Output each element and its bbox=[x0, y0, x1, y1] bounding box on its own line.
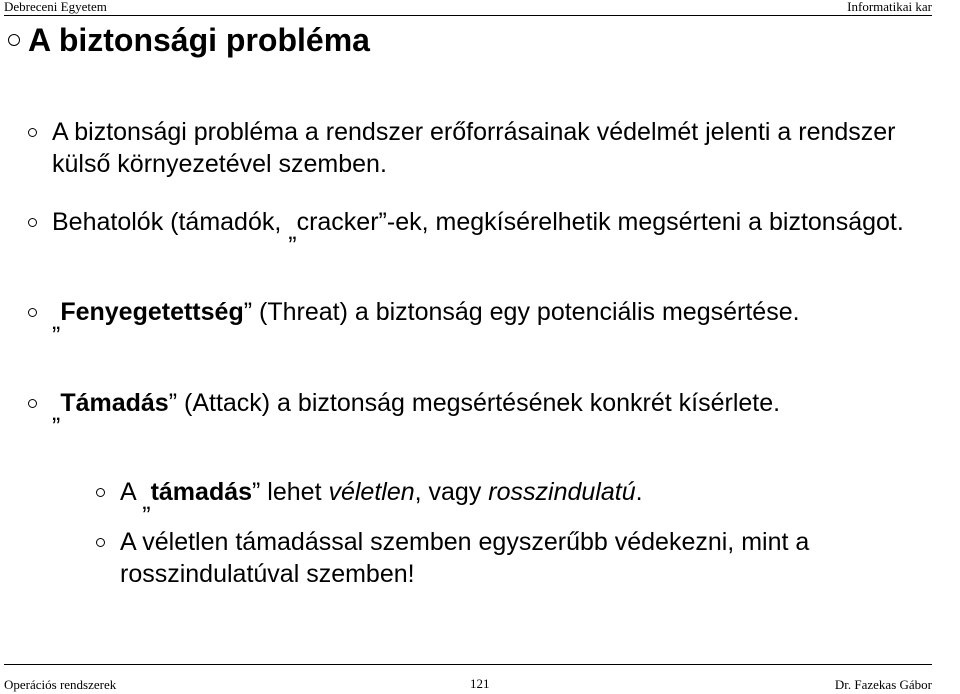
bullet-text: A véletlen támadással szemben egyszerűbb védekezni, mint a rosszindulatúval szemben! bbox=[120, 528, 810, 588]
close-quote: ” bbox=[378, 208, 387, 236]
page-header bbox=[4, 0, 932, 16]
bullet-icon bbox=[28, 308, 37, 317]
bullet-icon bbox=[28, 399, 37, 408]
header-faculty: Informatikai kar bbox=[847, 0, 932, 14]
term-attack: támadás bbox=[150, 478, 253, 506]
term-malicious: rosszindulatú bbox=[488, 478, 636, 506]
open-quote: „ bbox=[142, 487, 151, 515]
close-quote: ” bbox=[168, 389, 178, 417]
bullet-text: A biztonsági probléma a rendszer erőforrásainak védelmét jelenti a rendszer külső környezetével szemben. bbox=[52, 118, 896, 178]
bullet-text bbox=[120, 476, 946, 515]
bullet-text-pre: Behatolók (támadók, bbox=[52, 208, 289, 236]
close-quote: ” bbox=[252, 478, 261, 506]
bullet-intruders bbox=[28, 206, 958, 245]
open-quote: „ bbox=[288, 217, 297, 245]
open-quote: „ bbox=[52, 307, 61, 335]
bullet-text bbox=[52, 387, 958, 426]
bullet-text-post: (Attack) a biztonság megsértésének konkrét kísérlete. bbox=[177, 389, 781, 417]
footer-author: Dr. Fazekas Gábor bbox=[834, 677, 932, 692]
bullet-text-post: -ek, megkísérelhetik megsérteni a biztonságot. bbox=[386, 208, 904, 236]
bullet-icon bbox=[28, 128, 37, 137]
page-number: 121 bbox=[470, 676, 490, 691]
term-threat: Fenyegetettség bbox=[60, 298, 244, 326]
bullet-text-mid2: , vagy bbox=[414, 478, 489, 506]
bullet-icon bbox=[28, 218, 37, 227]
bullet-threat bbox=[28, 296, 958, 335]
term-attack: Támadás bbox=[60, 389, 169, 417]
bullet-text bbox=[52, 206, 958, 245]
slide-title-text: A biztonsági probléma bbox=[28, 22, 370, 58]
bullet-text-post: (Threat) a biztonság egy potenciális megsértése. bbox=[252, 298, 800, 326]
term-cracker: cracker bbox=[296, 208, 379, 236]
page-footer bbox=[4, 664, 932, 693]
header-university: Debreceni Egyetem bbox=[4, 0, 107, 14]
open-quote: „ bbox=[52, 398, 61, 426]
bullet-text-mid: lehet bbox=[260, 478, 329, 506]
bullet-text bbox=[52, 296, 958, 335]
bullet-attack bbox=[28, 387, 958, 426]
slide-title bbox=[8, 20, 370, 60]
footer-course: Operációs rendszerek bbox=[4, 677, 117, 692]
sub-bullet-defense bbox=[96, 526, 946, 590]
bullet-text-end: . bbox=[635, 478, 643, 506]
title-bullet-icon bbox=[8, 34, 20, 46]
term-accidental: véletlen bbox=[328, 478, 415, 506]
bullet-icon bbox=[96, 488, 105, 497]
sub-bullet-attack-types bbox=[96, 476, 946, 515]
bullet-resource-protection bbox=[28, 116, 958, 180]
bullet-icon bbox=[96, 538, 105, 547]
close-quote: ” bbox=[243, 298, 253, 326]
bullet-text-pre: A bbox=[120, 478, 143, 506]
